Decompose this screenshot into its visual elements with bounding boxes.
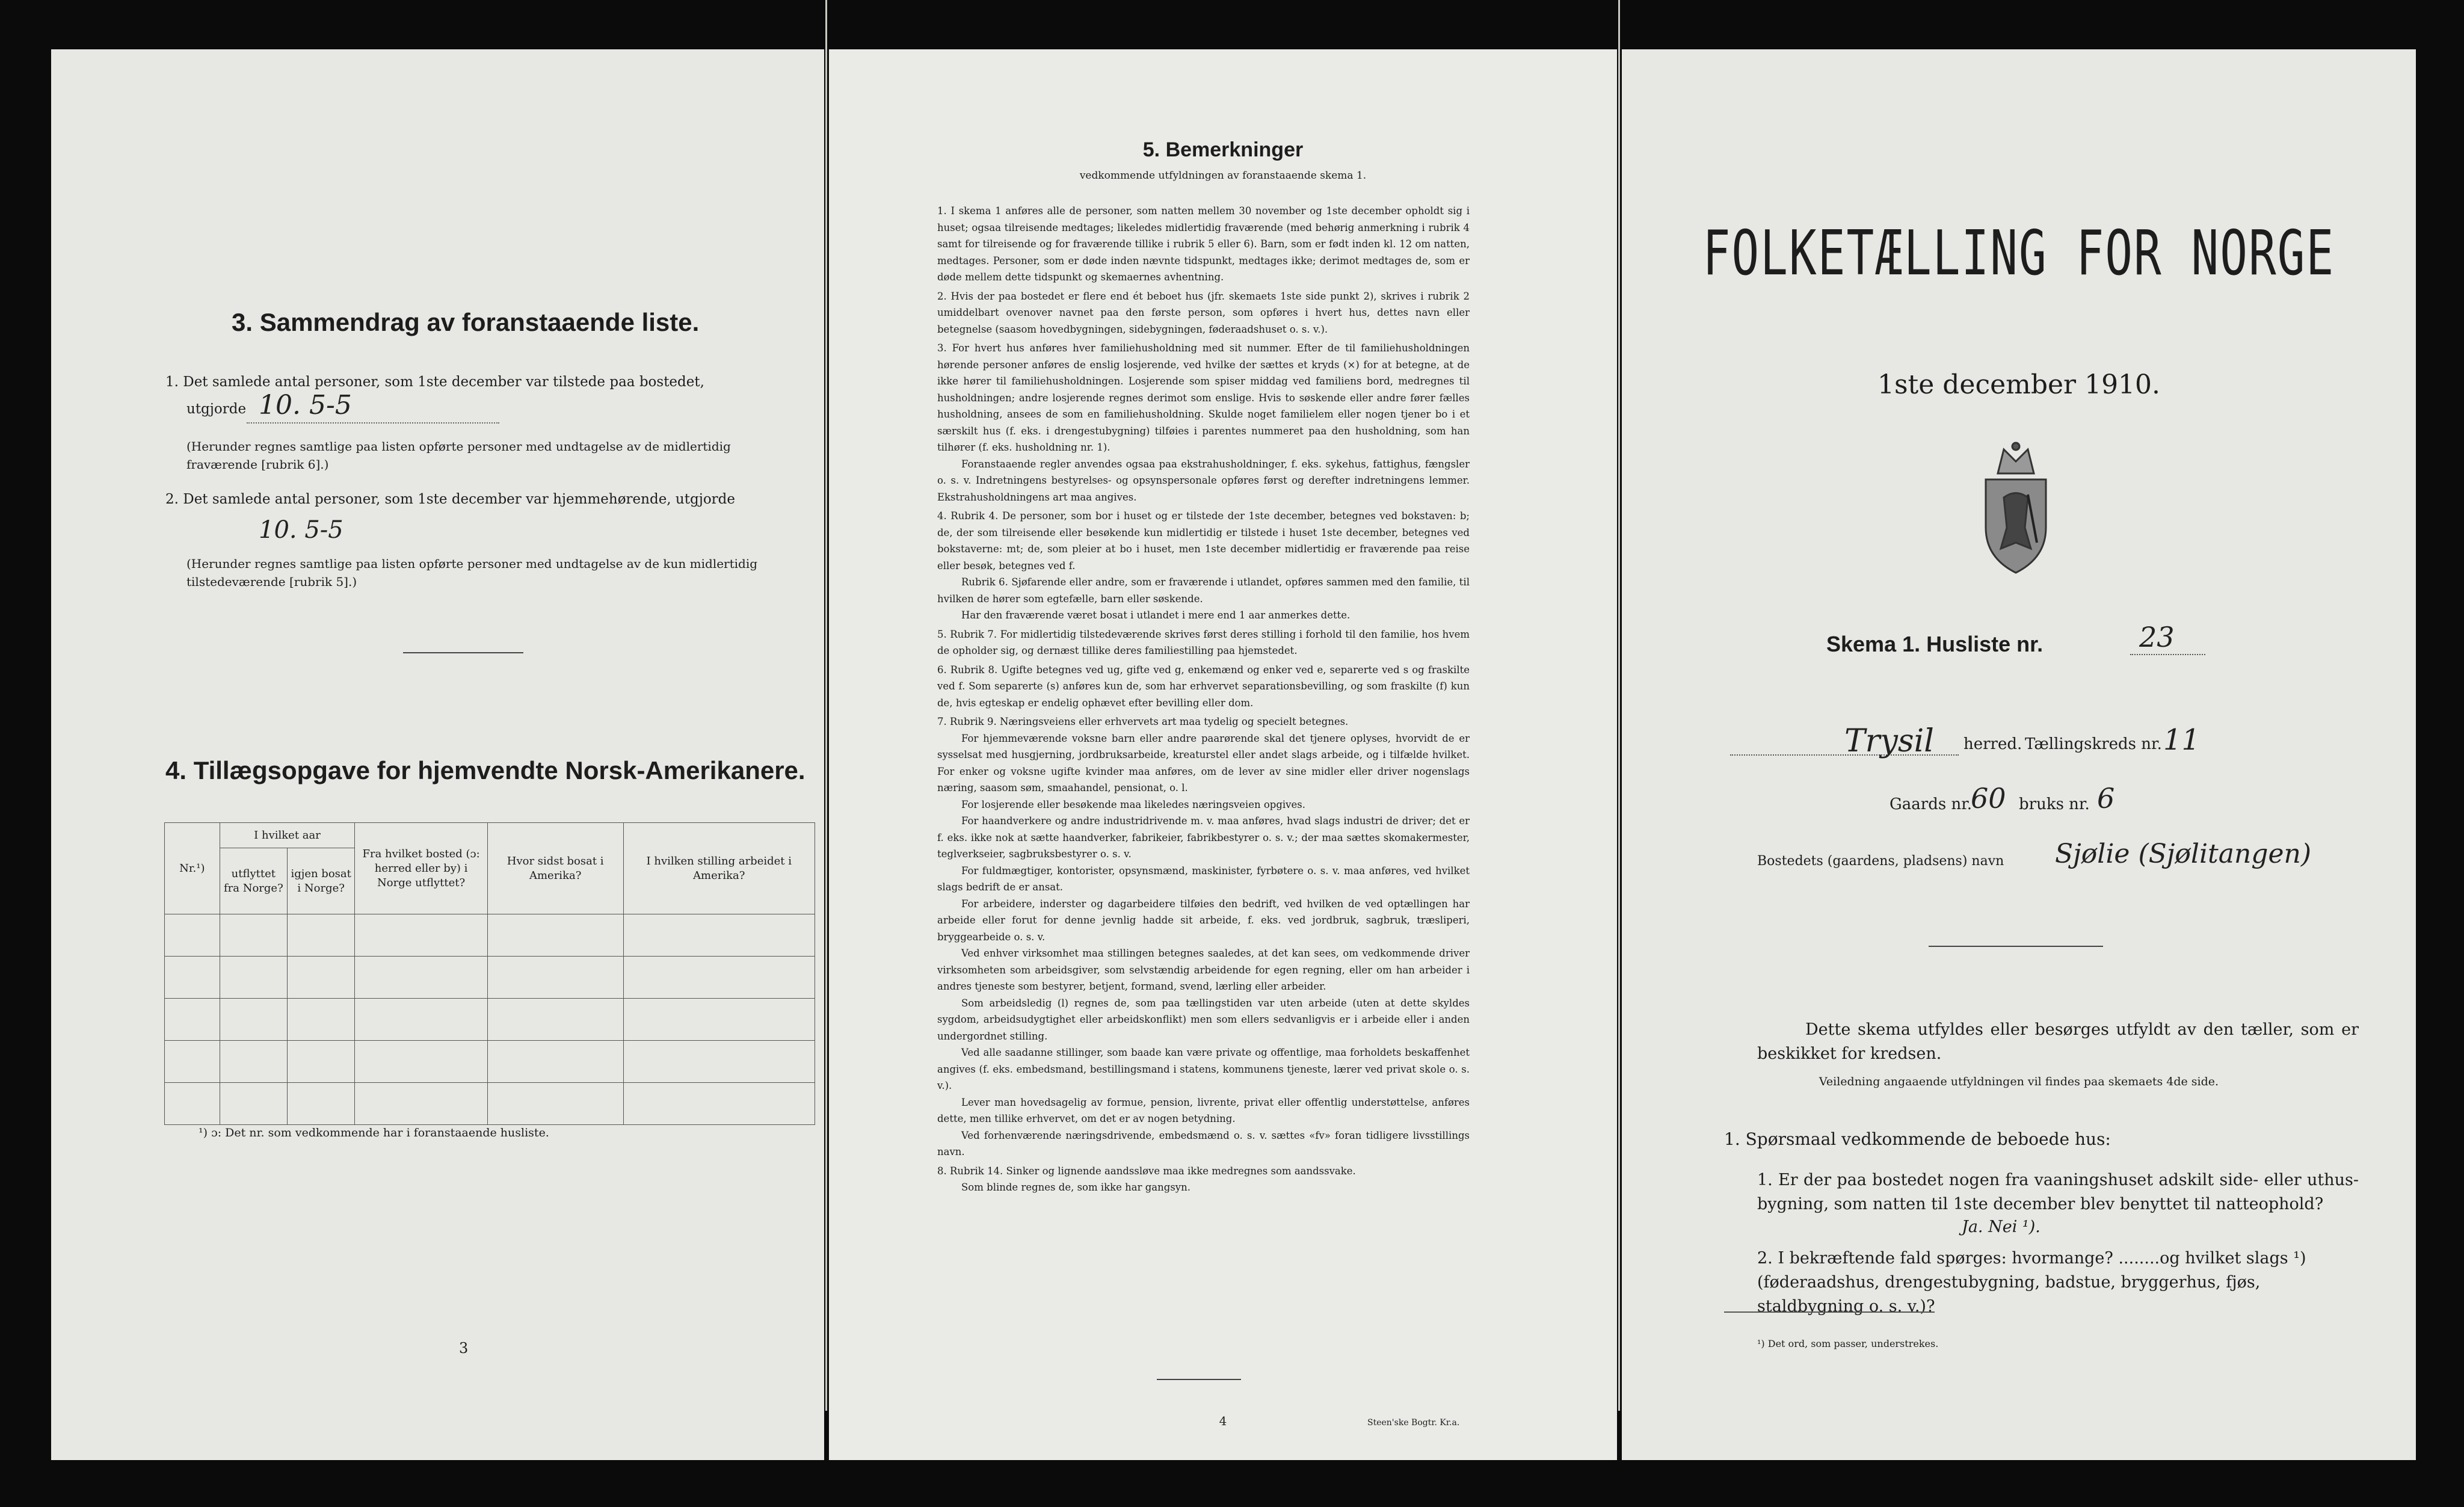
remark-paragraph: Har den fraværende været bosat i utlandet i mere end 1 aar anmerkes dette. xyxy=(961,609,1351,621)
separator xyxy=(403,652,523,653)
question-1-answer: Ja. Nei ¹). xyxy=(1962,1218,2040,1236)
gaards-value: 60 xyxy=(1971,782,2006,815)
table-footnote: ¹) ɔ: Det nr. som vedkommende har i foranstaaende husliste. xyxy=(199,1126,549,1139)
husliste-nr: 23 xyxy=(2139,621,2175,653)
page-gap xyxy=(825,0,827,1411)
remark-paragraph: 6. Rubrik 8. Ugifte betegnes ved ug, gifte ved g, enkemænd og enker ved e, separerte ved s og fraskilte ved f. Som separerte (s) anføres kun de, som har erhvervet separationsbevilling, og som fraskilte (f) kun de, hvis egteskap er endelig ophævet efter bevilling eller dom. xyxy=(937,664,1470,709)
remark-paragraph: Ved alle saadanne stillinger, som baade kan være private og offentlige, maa forholdets beskaffenhet angives (f. eks. embedsmand, bestillingsmand i statens, kommunens tjeneste, lærer ved privat skole o. s. v.). xyxy=(937,1047,1470,1091)
table-row xyxy=(165,1083,815,1125)
section4-title: 4. Tillægsopgave for hjemvendte Norsk-Amerikanere. xyxy=(165,756,805,784)
remark-paragraph: For arbeidere, inderster og dagarbeidere tilføies den bedrift, ved hvilken de ved optællingen har arbeide eller forut for denne jevnlig hadde sit arbeide, f. eks. ved jordbruk, sagbruk, træsliperi, bryggearbeide o. s. v. xyxy=(937,898,1470,943)
remark-paragraph: 1. I skema 1 anføres alle de personer, som natten mellem 30 november og 1ste december opholdt sig i huset; ogsaa tilreisende medtages; likeledes midlertidig fraværende (med behørig anmerkning i rubrik 4 samt for tilreisende og for fraværende tillike i rubrik 5 eller 6). Barn, som er født inden kl. 12 om natten, medtages. Personer, som er døde inden nævnte tidspunkt, medtages ikke; derimot medtages de, som er døde mellem dette tidspunkt og skemaernes avhentning. xyxy=(937,205,1470,283)
remark-paragraph: 5. Rubrik 7. For midlertidig tilstedeværende skrives først deres stilling i forhold til den familie, hos hvem de opholder sig, og dernæst tillike deres familiestilling paa hjemstedet. xyxy=(937,628,1470,656)
bosted-label: Bostedets (gaardens, pladsens) navn xyxy=(1757,854,2004,869)
remark-paragraph: 4. Rubrik 4. De personer, som bor i huset og er tilstede der 1ste december, betegnes ved bokstaven: b; de, der som tilreisende eller besøkende kun midlertidig er tilstede i huset 1ste december, betegnes ved bokstaverne: mt; de, som pleier at bo i huset, men 1ste december midlertidig er fraværende paa reise eller besøk, betegnes ved f. xyxy=(937,510,1470,572)
item2-text: 2. Det samlede antal personer, som 1ste december var hjemmehørende, utgjorde xyxy=(165,492,736,507)
remark-paragraph: Ved enhver virksomhet maa stillingen betegnes saaledes, at det kan sees, om vedkommende driver virksomheten som arbeidsgiver, som selvstændig arbeidende for egen regning, eller om han arbeider i andres tjeneste som bestyrer, betjent, formand, svend, lærling eller arbeider. xyxy=(937,948,1470,992)
remark-paragraph: Rubrik 6. Sjøfarende eller andre, som er fraværende i utlandet, opføres sammen med den familie, til hvilken de hører som egtefælle, barn eller søskende. xyxy=(937,576,1470,605)
bruks-label: bruks nr. xyxy=(2019,795,2090,813)
guidance-text: Veiledning angaaende utfyldningen vil findes paa skemaets 4de side. xyxy=(1819,1075,2219,1088)
bosted-value: Sjølie (Sjølitangen) xyxy=(2055,839,2311,869)
item2-note: (Herunder regnes samtlige paa listen opførte personer med undtagelse av de kun midlertidig tilstedeværende [rubrik 5].) xyxy=(186,556,758,589)
remark-paragraph: 2. Hvis der paa bostedet er flere end ét beboet hus (jfr. skemaets 1ste side punkt 2), skrives i rubrik 2 umiddelbart ovenover navnet paa den første person, som opføres i hvert hus, dettes navn eller betegnelse (saasom hovedbygningen, sidebygningen, føderaadshuset o. s. v.). xyxy=(937,290,1470,335)
item1-text: 1. Det samlede antal personer, som 1ste december var tilstede paa bostedet, xyxy=(165,374,704,390)
table-row xyxy=(165,957,815,999)
husliste-dotline xyxy=(2130,654,2205,655)
remarks-subtitle: vedkommende utfyldningen av foranstaaende skema 1. xyxy=(1079,170,1367,182)
item1-value: 10. 5-5 xyxy=(259,390,352,421)
census-date: 1ste december 1910. xyxy=(1877,369,2161,400)
remark-paragraph: Foranstaaende regler anvendes ogsaa paa ekstrahusholdninger, f. eks. sykehus, fattighus, fængsler o. s. v. Indretningens bestyrelses- og opsynspersonale opføres først og derefter indretningens lemmer. Ekstrahusholdningens art maa angives. xyxy=(937,458,1470,503)
remark-paragraph: For haandverkere og andre industridrivende m. v. maa anføres, hvad slags industri de driver; det er f. eks. ikke nok at sætte haandverker, fabrikeier, fabrikbestyrer o. s. v.; der maa sættes skomakermester, teglverkseier, sagbruksbestyrer o. s. v. xyxy=(937,815,1470,860)
remark-paragraph: 8. Rubrik 14. Sinker og lignende aandssløve maa ikke medregnes som aandssvake. xyxy=(937,1165,1356,1177)
remarks-title: 5. Bemerkninger xyxy=(1142,138,1304,161)
census-title: FOLKETÆLLING FOR NORGE xyxy=(1702,217,2335,289)
remark-paragraph: 7. Rubrik 9. Næringsveiens eller erhvervets art maa tydelig og specielt betegnes. xyxy=(937,716,1349,727)
bruks-value: 6 xyxy=(2097,782,2115,815)
instruction-text: Dette skema utfyldes eller besørges utfyldt av den tæller, som er beskikket for kredsen. xyxy=(1757,1020,2359,1063)
remark-paragraph: Som arbeidsledig (l) regnes de, som paa tællingstiden var uten arbeide (uten at dette skyldes sygdom, arbeidsudygtighet eller arbeidskonflikt) men som ellers sedvanligvis er i arbeide eller i anden undergordnet stilling. xyxy=(937,997,1470,1042)
th-returned: igjen bosat i Norge? xyxy=(288,848,355,914)
remark-paragraph: Lever man hovedsagelig av formue, pension, livrente, privat eller offentlig understøttelse, anføres dette, men tillike erhvervet, om det er av nogen betydning. xyxy=(937,1096,1470,1124)
th-occupation: I hvilken stilling arbeidet i Amerika? xyxy=(623,823,815,914)
kreds-value: 11 xyxy=(2163,723,2201,757)
page-gap xyxy=(1618,0,1620,1411)
printer-mark: Steen'ske Bogtr. Kr.a. xyxy=(1367,1418,1460,1428)
table-row xyxy=(165,999,815,1041)
page-right xyxy=(1622,49,2416,1460)
page-number: 4 xyxy=(1219,1414,1227,1428)
remark-paragraph: Ved forhenværende næringsdrivende, embedsmænd o. s. v. sættes «fv» foran tidligere livsstillings navn. xyxy=(937,1129,1470,1157)
remark-paragraph: For losjerende eller besøkende maa likeledes næringsveien opgives. xyxy=(961,798,1305,810)
kreds-label: Tællingskreds nr. xyxy=(2025,735,2162,753)
th-emigrated: utflyttet fra Norge? xyxy=(220,848,287,914)
page-number: 3 xyxy=(459,1340,469,1357)
item1-dotline xyxy=(247,422,499,424)
table-row xyxy=(165,1041,815,1083)
herred-label: herred. xyxy=(1964,735,2022,753)
remark-paragraph: Som blinde regnes de, som ikke har gangsyn. xyxy=(961,1182,1190,1193)
section3-title: 3. Sammendrag av foranstaaende liste. xyxy=(232,308,700,336)
separator xyxy=(1929,946,2103,947)
th-last-place: Hvor sidst bosat i Amerika? xyxy=(487,823,623,914)
page-middle xyxy=(829,49,1617,1460)
gaards-label: Gaards nr. xyxy=(1890,795,1973,813)
th-from-where: Fra hvilket bosted (ɔ: herred eller by) i Norge utflyttet? xyxy=(355,823,488,914)
footnote-rule xyxy=(1724,1311,1935,1313)
th-nr: Nr.¹) xyxy=(165,823,220,914)
page-left xyxy=(51,49,824,1460)
remark-paragraph: For fuldmægtiger, kontorister, opsynsmænd, maskinister, fyrbøtere o. s. v. maa anføres, ved hvilket slags bedrift de er ansat. xyxy=(937,864,1470,893)
schema-label: Skema 1. Husliste nr. xyxy=(1826,632,2044,656)
footnote: ¹) Det ord, som passer, understrekes. xyxy=(1757,1338,1939,1349)
item2-value: 10. 5-5 xyxy=(259,516,343,544)
remark-paragraph: For hjemmeværende voksne barn eller andre paarørende skal det tjenere oplyses, hvorvidt de er sysselsat med husgjerning, jordbruksarbeide, kreaturstel eller andet slags arbeide, og i tilfælde hvilket. For enker og voksne ugifte kvinder maa anføres, om de lever av sine midler eller driver nogenslags næring, saasom søm, smaahandel, pensionat, o. l. xyxy=(937,732,1470,794)
herred-value: Trysil xyxy=(1844,723,1934,759)
questions-heading: 1. Spørsmaal vedkommende de beboede hus: xyxy=(1724,1129,2111,1149)
question-2: 2. I bekræftende fald spørges: hvormange? ........og hvilket slags ¹) (føderaadshus, drengestubygning, badstue, bryggerhus, fjøs, staldbygning o. s. v.)? xyxy=(1757,1249,2306,1316)
separator xyxy=(1157,1379,1241,1380)
coat-of-arms-icon xyxy=(1971,437,2061,576)
item1-prefix: utgjorde xyxy=(186,401,247,417)
table-row xyxy=(165,914,815,957)
item1-note: (Herunder regnes samtlige paa listen opførte personer med undtagelse av de midlertidig fraværende [rubrik 6].) xyxy=(186,439,731,472)
th-which-year: I hvilket aar xyxy=(220,823,355,848)
remark-paragraph: 3. For hvert hus anføres hver familiehusholdning med sit nummer. Efter de til familiehusholdningen hørende personer anføres de enslig losjerende, ved hvilke der sættes et kryds (×) for at betegne, at de ikke hører til familiehusholdningen. Losjerende som spiser middag ved familiens bord, medregnes til husholdningen; andre losjerende regnes derimot som enslige. Hvis to søskende eller andre fører fælles husholdning, ansees de som en familiehusholdning. Skulde noget familielem eller nogen tjener bo i et særskilt hus (f. eks. i drengestubygning) tilføies i parentes nummeret paa den husholdning, som han tilhører (f. eks. husholdning nr. 1). xyxy=(937,342,1470,453)
remarks-body xyxy=(937,203,1470,1196)
norsk-amerikanere-table xyxy=(164,822,815,1125)
question-1: 1. Er der paa bostedet nogen fra vaaningshuset adskilt side- eller uthus-bygning, som natten til 1ste december blev benyttet til natteophold? xyxy=(1757,1171,2359,1213)
